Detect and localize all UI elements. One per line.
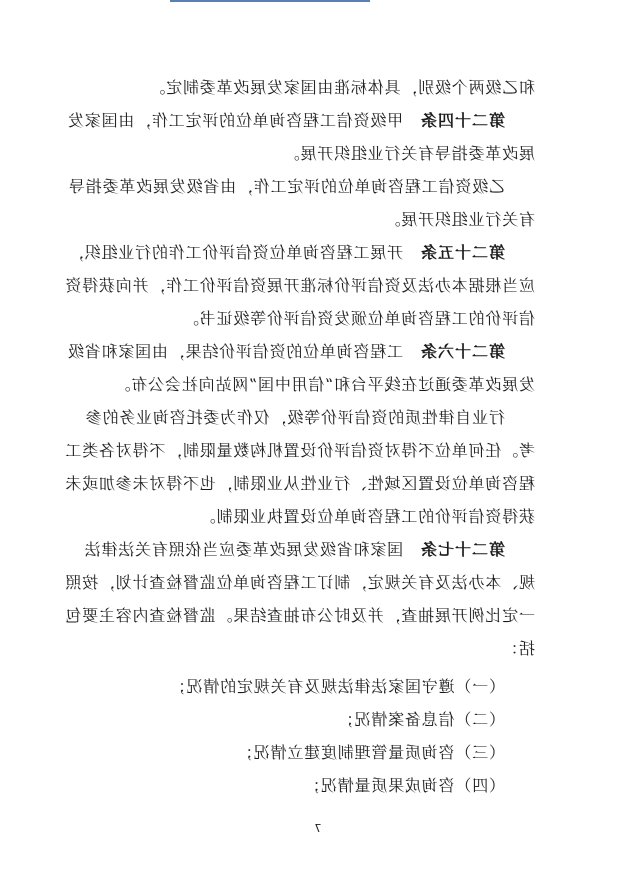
article-27-heading	[0, 540, 636, 560]
text-line-8	[0, 309, 636, 329]
page-number: 7	[314, 822, 322, 835]
text-line-7	[0, 276, 636, 296]
text-line-4	[0, 177, 636, 197]
list-item-3	[0, 743, 636, 763]
line-text: 有关行业组织开展。	[383, 210, 535, 229]
line-text: 行业自律性质的资信评价等级，仅作为委托咨询业务的参	[84, 408, 505, 427]
line-text: 括：	[501, 639, 535, 658]
line-text: 规、本办法及有关规定，制订工程咨询单位监督检查计划，按照	[64, 573, 535, 592]
line-text: 展改革委指导有关行业组织开展。	[282, 144, 535, 163]
line-text: 获得资信评价的工程咨询单位设置执业限制。	[198, 507, 535, 526]
article-number: 第二十七条	[419, 540, 505, 559]
article-26-heading	[0, 342, 636, 362]
line-text: 一定比例开展抽查，并及时公布抽查结果。监督检查内容主要包	[64, 606, 535, 625]
text-line-18	[0, 639, 636, 659]
line-text: （二）信息备案情况；	[336, 710, 505, 729]
article-24-heading	[0, 111, 636, 131]
line-text: 发展改革委通过在线平台和“信用中国”网站向社会公布。	[113, 375, 535, 394]
text-line-12	[0, 441, 636, 461]
text-line-11	[0, 408, 636, 428]
line-text: 考。任何单位不得对资信评价设置机构数量限制，不得对各类工	[64, 441, 535, 460]
article-number: 第二十五条	[419, 243, 505, 262]
line-text: （三）咨询质量管理制度建立情况；	[236, 743, 505, 762]
line-text: 甲级资信工程咨询单位的评定工作，由国家发	[67, 111, 420, 130]
text-line-10	[0, 375, 636, 395]
line-text: 和乙级两个级别，具体标准由国家发展改革委制定。	[148, 78, 535, 97]
article-25-heading	[0, 243, 636, 263]
text-line-17	[0, 606, 636, 626]
line-text: （一）遵守国家法律法规及有关规定的情况；	[168, 677, 505, 696]
text-line-16	[0, 573, 636, 593]
line-text: 乙级资信工程咨询单位的评定工作，由省级发展改革委指导	[68, 177, 505, 196]
text-line-1	[0, 78, 636, 98]
line-text: 信评价的工程咨询单位颁发资信评价等级证书。	[182, 309, 535, 328]
line-text: （四）咨询成果质量情况；	[303, 776, 505, 795]
line-text: 程咨询单位设置区域性、行业性从业限制，也不得对未参加或未	[64, 474, 535, 493]
list-item-2	[0, 710, 636, 730]
line-text: 应当根据本办法及资信评价标准开展资信评价工作，并向获得资	[64, 276, 535, 295]
text-line-14	[0, 507, 636, 527]
article-number: 第二十四条	[419, 111, 505, 130]
article-number: 第二十六条	[419, 342, 505, 361]
list-item-4	[0, 776, 636, 796]
line-text: 工程咨询单位的资信评价结果，由国家和省级	[67, 342, 420, 361]
line-text: 国家和省级发展改革委应当依照有关法律法	[83, 540, 420, 559]
text-line-5	[0, 210, 636, 230]
list-item-1	[0, 677, 636, 697]
text-line-13	[0, 474, 636, 494]
text-line-3	[0, 144, 636, 164]
line-text: 开展工程咨询单位资信评价工作的行业组织，	[67, 243, 420, 262]
